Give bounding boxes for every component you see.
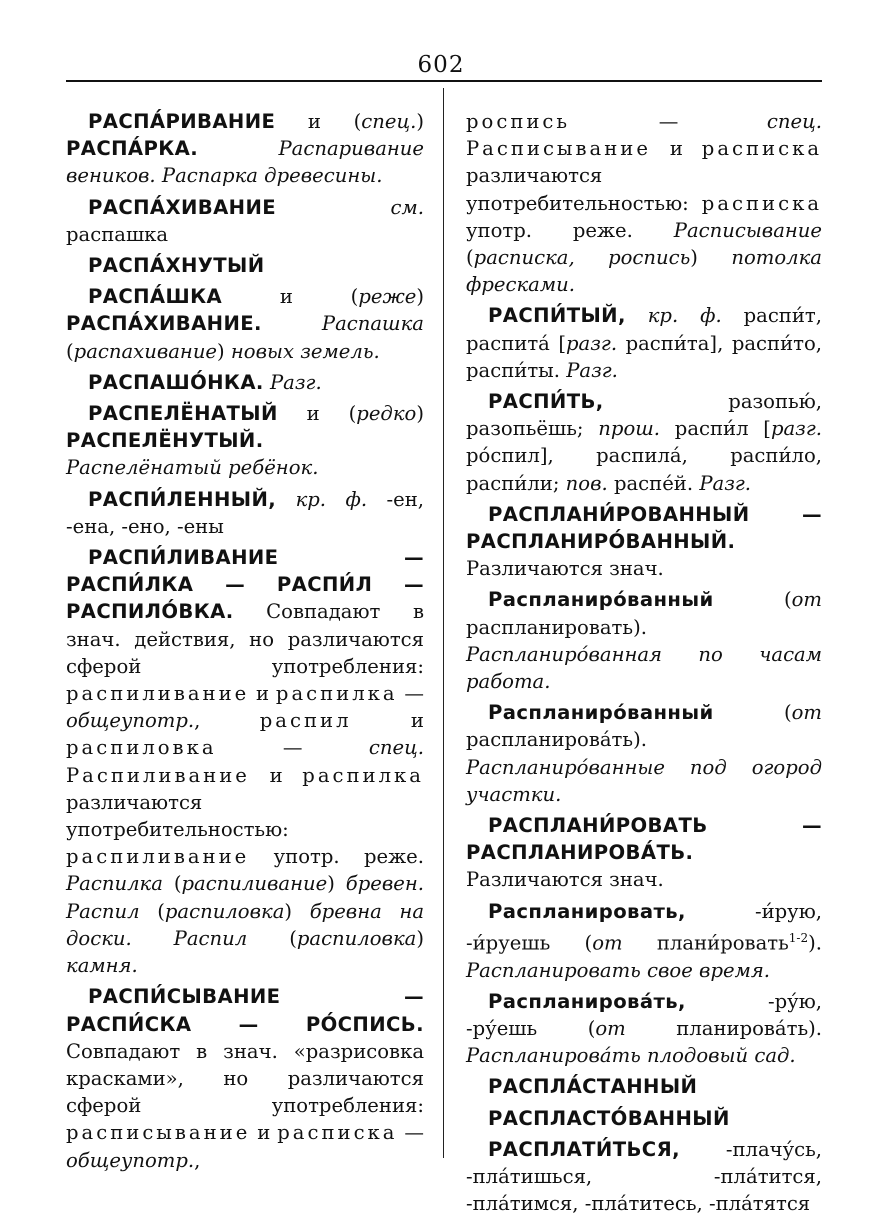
- entry-text: распиливание: [181, 872, 328, 896]
- entry-text: -ен, -ена, -ено, -ены: [66, 487, 424, 538]
- entry-text: ): [416, 110, 424, 133]
- headword: РАСПАШО́НКА.: [88, 370, 264, 394]
- entry-text: (: [66, 339, 74, 363]
- entry-text: от: [791, 588, 822, 612]
- headword: РАСПЛАНИ́РОВАТЬ — РАСПЛАНИРОВА́ТЬ.: [466, 814, 822, 865]
- entry-text: разопью́, разопьёшь;: [466, 390, 822, 441]
- entry-text: (: [247, 926, 297, 950]
- headword: РАСПА́ХНУТЫЙ: [88, 254, 265, 278]
- entry-text: потолка фресками.: [466, 246, 822, 297]
- entry-text: Распланиро́ванная по часам работа.: [466, 642, 822, 694]
- sub-headword: Распланирова́ть,: [488, 989, 686, 1013]
- entry-text: и (: [275, 110, 362, 133]
- headword: РАСПА́ШКА: [88, 285, 223, 309]
- headword: РАСПЛАСТО́ВАННЫЙ: [488, 1106, 730, 1130]
- entry-text: [626, 304, 648, 327]
- entry-text: распиливание: [66, 845, 250, 869]
- dictionary-entry: [466, 988, 822, 1070]
- entry-text: употр. реже.: [249, 845, 424, 869]
- entry-text: —: [216, 736, 369, 760]
- entry-text: распилка: [302, 763, 424, 787]
- sub-headword: Распланиро́ванный: [488, 588, 714, 612]
- entry-text: кр. ф.: [295, 487, 368, 511]
- dictionary-entry: [66, 283, 424, 365]
- entry-text: различаются употребительностью:: [466, 164, 702, 215]
- headword: РАСПИ́ТЬ,: [488, 390, 604, 414]
- entry-text: [276, 196, 390, 219]
- entry-text: —: [397, 1121, 424, 1145]
- entry-text: употр. реже.: [466, 218, 674, 242]
- entry-text: различаются употребительностью:: [66, 790, 289, 842]
- headword: РАСПЛАТИ́ТЬСЯ,: [488, 1137, 680, 1161]
- headword: РАСПИ́ЛИВАНИЕ — РАСПИ́ЛКА — РАСПИ́Л — РАСПИЛО́ВКА.: [66, 546, 424, 624]
- entry-text: см.: [390, 195, 424, 219]
- entry-text: Распланировать свое время.: [466, 958, 771, 982]
- entry-text: [198, 137, 278, 160]
- entry-text: [276, 488, 295, 511]
- entry-text: Распашка: [321, 312, 424, 336]
- dictionary-entry: [466, 501, 822, 583]
- entry-text: (: [713, 701, 792, 725]
- entry-text: ): [327, 872, 346, 896]
- entry-text: роспись: [466, 110, 571, 133]
- entry-text: распил: [259, 709, 352, 733]
- entry-text: распиловка: [66, 736, 217, 760]
- entry-text: распи́л [: [660, 417, 771, 441]
- dictionary-entry: [466, 898, 822, 984]
- entry-text: Различаются знач.: [466, 557, 664, 581]
- entry-text: [262, 312, 322, 335]
- entry-text: Распланиро́ванные под огород участки.: [466, 755, 822, 806]
- entry-text: распи́т, распита́ [: [466, 304, 822, 355]
- entry-text: спец.: [368, 736, 424, 760]
- entry-text: распи́та], распи́то, распи́ты.: [466, 331, 822, 382]
- left-column: [66, 108, 424, 1178]
- headword: РАСПИ́ТЫЙ,: [488, 304, 626, 328]
- dictionary-entry: [466, 388, 822, 497]
- header-rule: [66, 80, 822, 82]
- dictionary-entry: [466, 108, 822, 298]
- entry-text: от: [595, 1017, 626, 1041]
- entry-text: Разг.: [699, 471, 752, 495]
- entry-text: ): [284, 899, 310, 923]
- entry-text: Разг.: [566, 358, 618, 382]
- dictionary-entry: [66, 369, 424, 396]
- entry-text: общеупотр.: [66, 709, 195, 733]
- entry-text: и: [249, 763, 303, 787]
- entry-text: распахивание: [73, 339, 218, 363]
- entry-text: от: [592, 931, 623, 955]
- entry-text: камня.: [66, 954, 138, 978]
- entry-text: разг.: [770, 417, 822, 441]
- headword: РАСПЛАНИ́РОВАННЫЙ — РАСПЛАНИРО́ВАННЫЙ.: [466, 502, 822, 554]
- headword: РАСПА́ХИВАНИЕ: [88, 195, 277, 219]
- page-number: 602: [417, 52, 465, 78]
- entry-text: ,: [194, 1148, 201, 1172]
- entry-text: разг.: [566, 331, 618, 355]
- headword: РАСПЕЛЁНУТЫЙ.: [66, 429, 264, 453]
- entry-text: Различаются знач.: [466, 868, 664, 892]
- column-divider: [443, 88, 444, 1158]
- dictionary-entry: [466, 699, 822, 808]
- entry-text: планирова́ть).: [625, 1017, 822, 1041]
- headword: РАСПИ́СЫВАНИЕ — РАСПИ́СКА — РО́СПИСЬ.: [66, 985, 424, 1036]
- entry-text: Разг.: [269, 370, 322, 394]
- entry-text: распашка: [66, 222, 169, 246]
- entry-text: ,: [194, 709, 260, 733]
- entry-text: бревен. Распил: [66, 872, 425, 923]
- entry-text: от: [791, 701, 822, 725]
- dictionary-entry: [66, 194, 424, 248]
- dictionary-entry: [66, 108, 424, 190]
- headword: РАСПА́ХИВАНИЕ.: [66, 312, 262, 336]
- dictionary-entry: [466, 586, 822, 695]
- dictionary-entry: [66, 544, 424, 979]
- entry-text: -плачу́сь, -пла́тишься, -пла́тится, -пла́тимся, -пла́титесь, -пла́тятся: [466, 1137, 822, 1216]
- entry-text: ): [416, 402, 424, 426]
- entry-text: (: [466, 246, 474, 270]
- dictionary-entry: [66, 400, 424, 482]
- entry-text: кр. ф.: [647, 304, 722, 328]
- entry-text: новых земель.: [230, 339, 380, 363]
- dictionary-entry: [66, 252, 424, 279]
- entry-text: ).: [808, 931, 822, 955]
- entry-text: и: [250, 1121, 278, 1145]
- entry-text: расписка, роспись: [473, 246, 691, 270]
- headword: РАСПИ́ЛЕННЫЙ,: [88, 487, 277, 511]
- dictionary-entry: [466, 1073, 822, 1100]
- entry-text: 1-2: [788, 930, 809, 945]
- entry-text: расписка: [701, 191, 822, 215]
- entry-text: ): [416, 285, 424, 309]
- right-column: [466, 108, 822, 1221]
- entry-text: ): [690, 246, 732, 270]
- entry-text: пов.: [565, 471, 608, 495]
- entry-text: ): [416, 926, 424, 950]
- entry-text: реже: [358, 285, 417, 309]
- entry-text: бревна на доски. Распил: [66, 899, 425, 950]
- entry-text: -и́рую, -и́руешь (: [466, 899, 822, 955]
- entry-text: —: [397, 682, 424, 706]
- entry-text: общеупотр.: [66, 1148, 195, 1172]
- entry-text: Совпадают в знач. «разрисовка красками», но различаются сферой употребления:: [66, 1039, 424, 1118]
- entry-text: Распланирова́ть плодовый сад.: [466, 1044, 796, 1068]
- headword: РАСПА́РИВАНИЕ: [88, 110, 276, 133]
- sub-headword: Распланиро́ванный: [488, 701, 714, 725]
- entry-text: ): [217, 339, 231, 363]
- entry-text: Расписывание: [673, 218, 822, 242]
- entry-text: распланировать).: [466, 615, 647, 639]
- entry-text: прош.: [598, 417, 661, 441]
- headword: РАСПЛА́СТАННЫЙ: [488, 1075, 698, 1099]
- entry-text: распиловка: [296, 926, 417, 950]
- entry-text: распилка: [275, 682, 398, 706]
- entry-text: и (: [222, 285, 359, 309]
- entry-text: и (: [277, 402, 357, 426]
- entry-text: ро́спил], распила́, распи́ло, распи́ли;: [466, 444, 822, 495]
- entry-text: расписка: [701, 137, 822, 161]
- entry-text: -ру́ю, -ру́ешь (: [466, 989, 822, 1041]
- dictionary-entry: [66, 486, 424, 540]
- entry-text: Расписывание: [466, 137, 651, 161]
- entry-text: расписка: [277, 1121, 398, 1145]
- entry-text: (: [162, 872, 182, 896]
- entry-text: Распилка: [66, 872, 163, 896]
- entry-text: (: [139, 899, 165, 923]
- entry-text: и: [249, 682, 276, 706]
- entry-text: распиловка: [164, 899, 285, 923]
- dictionary-entry: [466, 1105, 822, 1132]
- entry-text: распланирова́ть).: [466, 728, 647, 752]
- entry-text: —: [570, 110, 767, 133]
- entry-text: и: [650, 137, 702, 161]
- dictionary-entry: [466, 302, 822, 384]
- entry-text: спец.: [766, 110, 822, 133]
- entry-text: распе́й.: [607, 471, 700, 495]
- entry-text: редко: [356, 402, 417, 426]
- headword: РАСПА́РКА.: [66, 137, 199, 161]
- entry-text: Распиливание: [66, 763, 250, 787]
- entry-text: Распаривание веников. Распарка древесины.: [66, 137, 424, 188]
- dictionary-entry: [66, 983, 424, 1173]
- entry-text: Совпадают в знач. действия, но различаются сферой употребления:: [66, 600, 424, 678]
- headword: РАСПЕЛЁНАТЫЙ: [88, 402, 278, 426]
- entry-text: (: [713, 588, 792, 612]
- entry-text: расписывание: [66, 1121, 251, 1145]
- dictionary-entry: [466, 1136, 822, 1218]
- entry-text: Распелёнатый ребёнок.: [66, 456, 319, 480]
- entry-text: распиливание: [66, 682, 250, 706]
- entry-text: и: [351, 709, 424, 733]
- dictionary-entry: [466, 812, 822, 894]
- entry-text: плани́ровать: [622, 931, 789, 955]
- sub-headword: Распланировать,: [488, 899, 686, 923]
- entry-text: спец.: [361, 110, 417, 133]
